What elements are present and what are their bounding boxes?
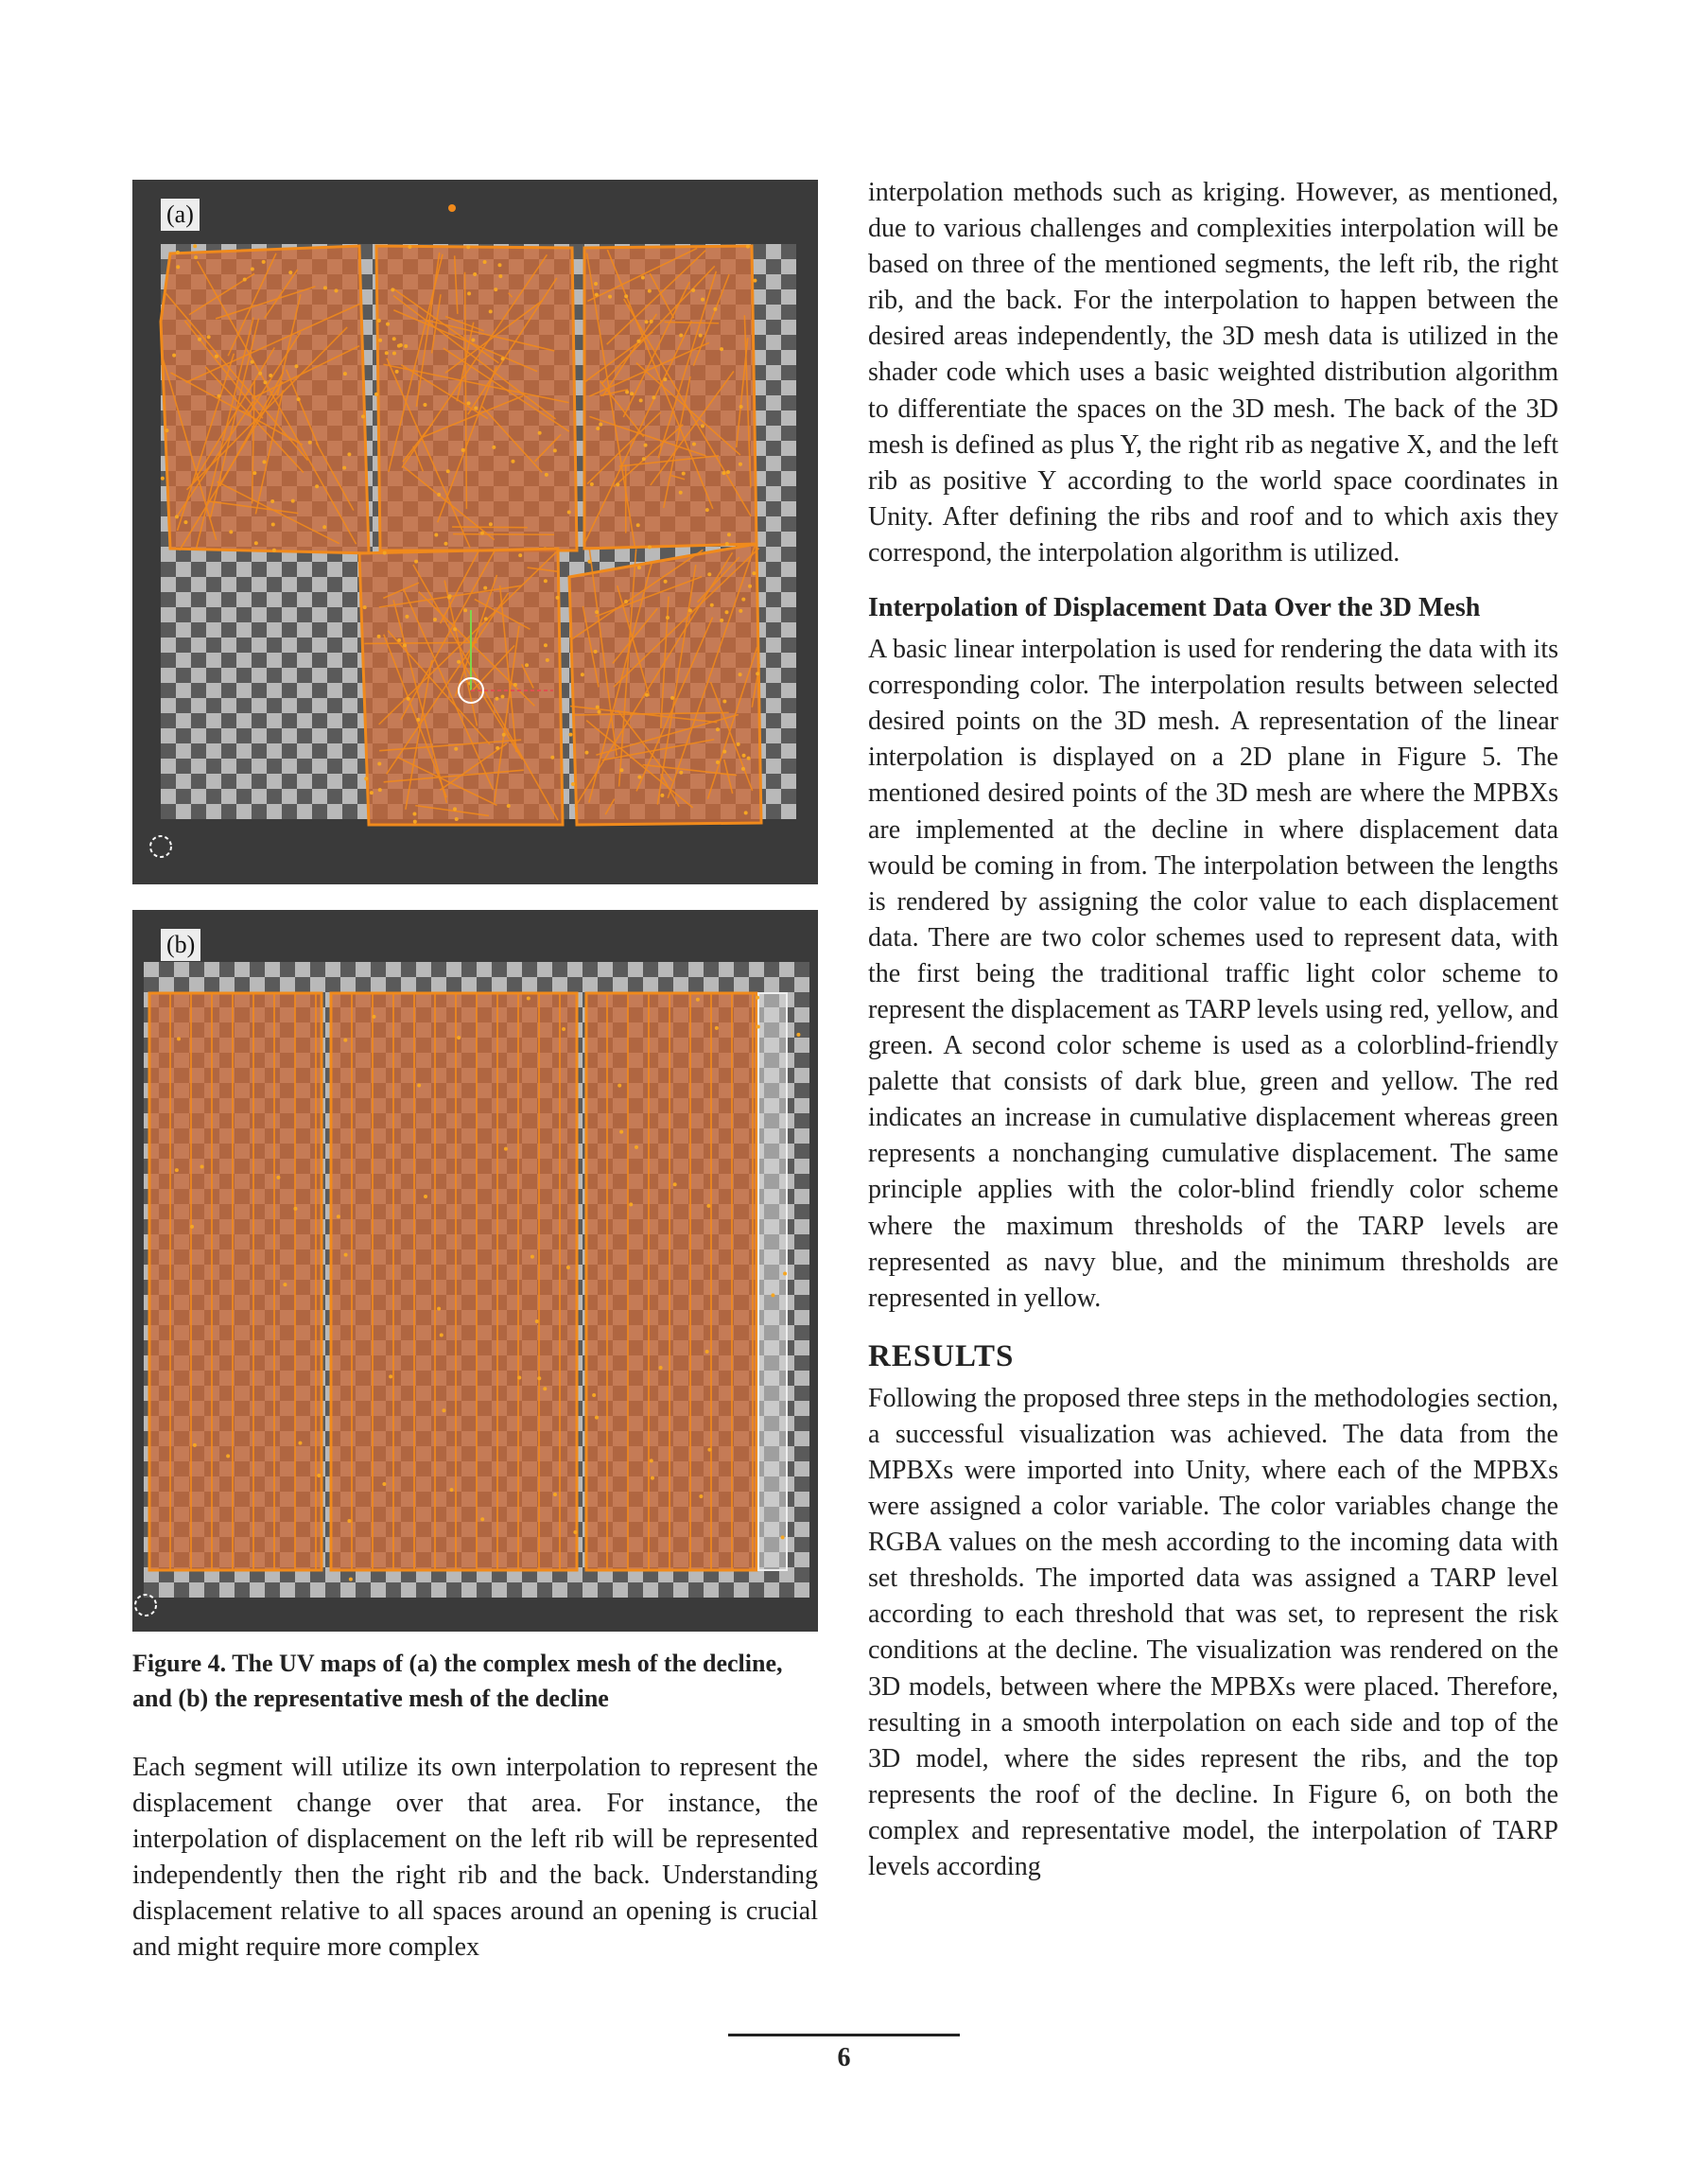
cursor-2d-icon-b bbox=[135, 1595, 156, 1616]
uv-map-representative-canvas bbox=[132, 910, 818, 1632]
footer-rule bbox=[728, 2034, 960, 2036]
uv-map-representative-mesh bbox=[132, 910, 818, 1632]
left-column-paragraph: Each segment will utilize its own interpolation to represent the displacement change over that area. For instance, the interpolation of displacement on the left rib will be represented independently then the right rib and the back. Understanding displacement relative to all spaces around an opening is crucial and might require more complex bbox=[132, 1753, 818, 1962]
interpolation-paragraph: A basic linear interpolation is used for rendering the data with its corresponding color. The interpolation results between selected desired points on the 3D mesh. A representation of the linear interpolation is displayed on a 2D plane in Figure 5. The mentioned desired points of the 3D mesh are where the MPBXs are implemented at the decline in where displacement data would be coming in from. The interpolation between the lengths is rendered by assigning the color value to each displacement data. There are two color schemes used to represent data, with the first being the traditional traffic light color scheme to represent the displacement as TARP levels using red, yellow, and green. A second color scheme is used as a colorblind-friendly palette that consists of dark blue, green and yellow. The red indicates an increase in cumulative displacement whereas green represents a nonchanging cumulative displacement. The same principle applies with the color-blind friendly color scheme where the maximum thresholds of the TARP levels are represented as navy blue, and the minimum thresholds are represented in yellow. bbox=[868, 635, 1558, 1313]
cursor-2d-icon bbox=[150, 836, 171, 857]
uv-island-left-rib bbox=[161, 246, 369, 553]
results-heading: RESULTS bbox=[868, 1338, 1015, 1373]
figure-caption: Figure 4. The UV maps of (a) the complex mesh of the decline, and (b) the representative mesh of the decline bbox=[132, 1650, 783, 1712]
section-subheading: Interpolation of Displacement Data Over the 3D Mesh bbox=[868, 593, 1481, 623]
results-paragraph: Following the proposed three steps in the methodologies section, a successful visualization was achieved. The data from the MPBXs were imported into Unity, where each of the MPBXs were assigned a color variable. The color variables change the RGBA values on the mesh according to the incoming data with set thresholds. The imported data was assigned a TARP level according to each threshold that was set, to represent the risk conditions at the decline. The visualization was rendered on the 3D models, between where the MPBXs were placed. Therefore, resulting in a smooth interpolation on each side and top of the 3D model, where the sides represent the ribs, and the top represents the roof of the decline. In Figure 6, on both the complex and representative model, the interpolation of TARP levels according bbox=[868, 1383, 1558, 1882]
uv-strip-highlight bbox=[758, 993, 787, 1570]
intro-paragraph: interpolation methods such as kriging. However, as mentioned, due to various challenges and complexities interpolation will be based on three of the mentioned segments, the left rib, the right rib, and the back. For the interpolation to happen between the desired areas independently, the 3D mesh data is utilized in the shader code which uses a basic weighted distribution algorithm to differentiate the spaces on the 3D mesh. The back of the 3D mesh is defined as plus Y, the right rib as negative X, and the left rib as positive Y according to the world space coordinates in Unity. After defining the ribs and roof and to which axis they correspond, the interpolation algorithm is utilized. bbox=[868, 178, 1558, 568]
origin-dot bbox=[448, 204, 456, 212]
uv-map-complex-canvas bbox=[132, 180, 818, 884]
page-number: 6 bbox=[837, 2043, 851, 2072]
panel-label-b: (b) bbox=[161, 929, 200, 961]
right-column bbox=[868, 175, 1558, 1885]
panel-label-a: (a) bbox=[161, 199, 200, 231]
uv-map-complex-mesh bbox=[132, 180, 818, 884]
